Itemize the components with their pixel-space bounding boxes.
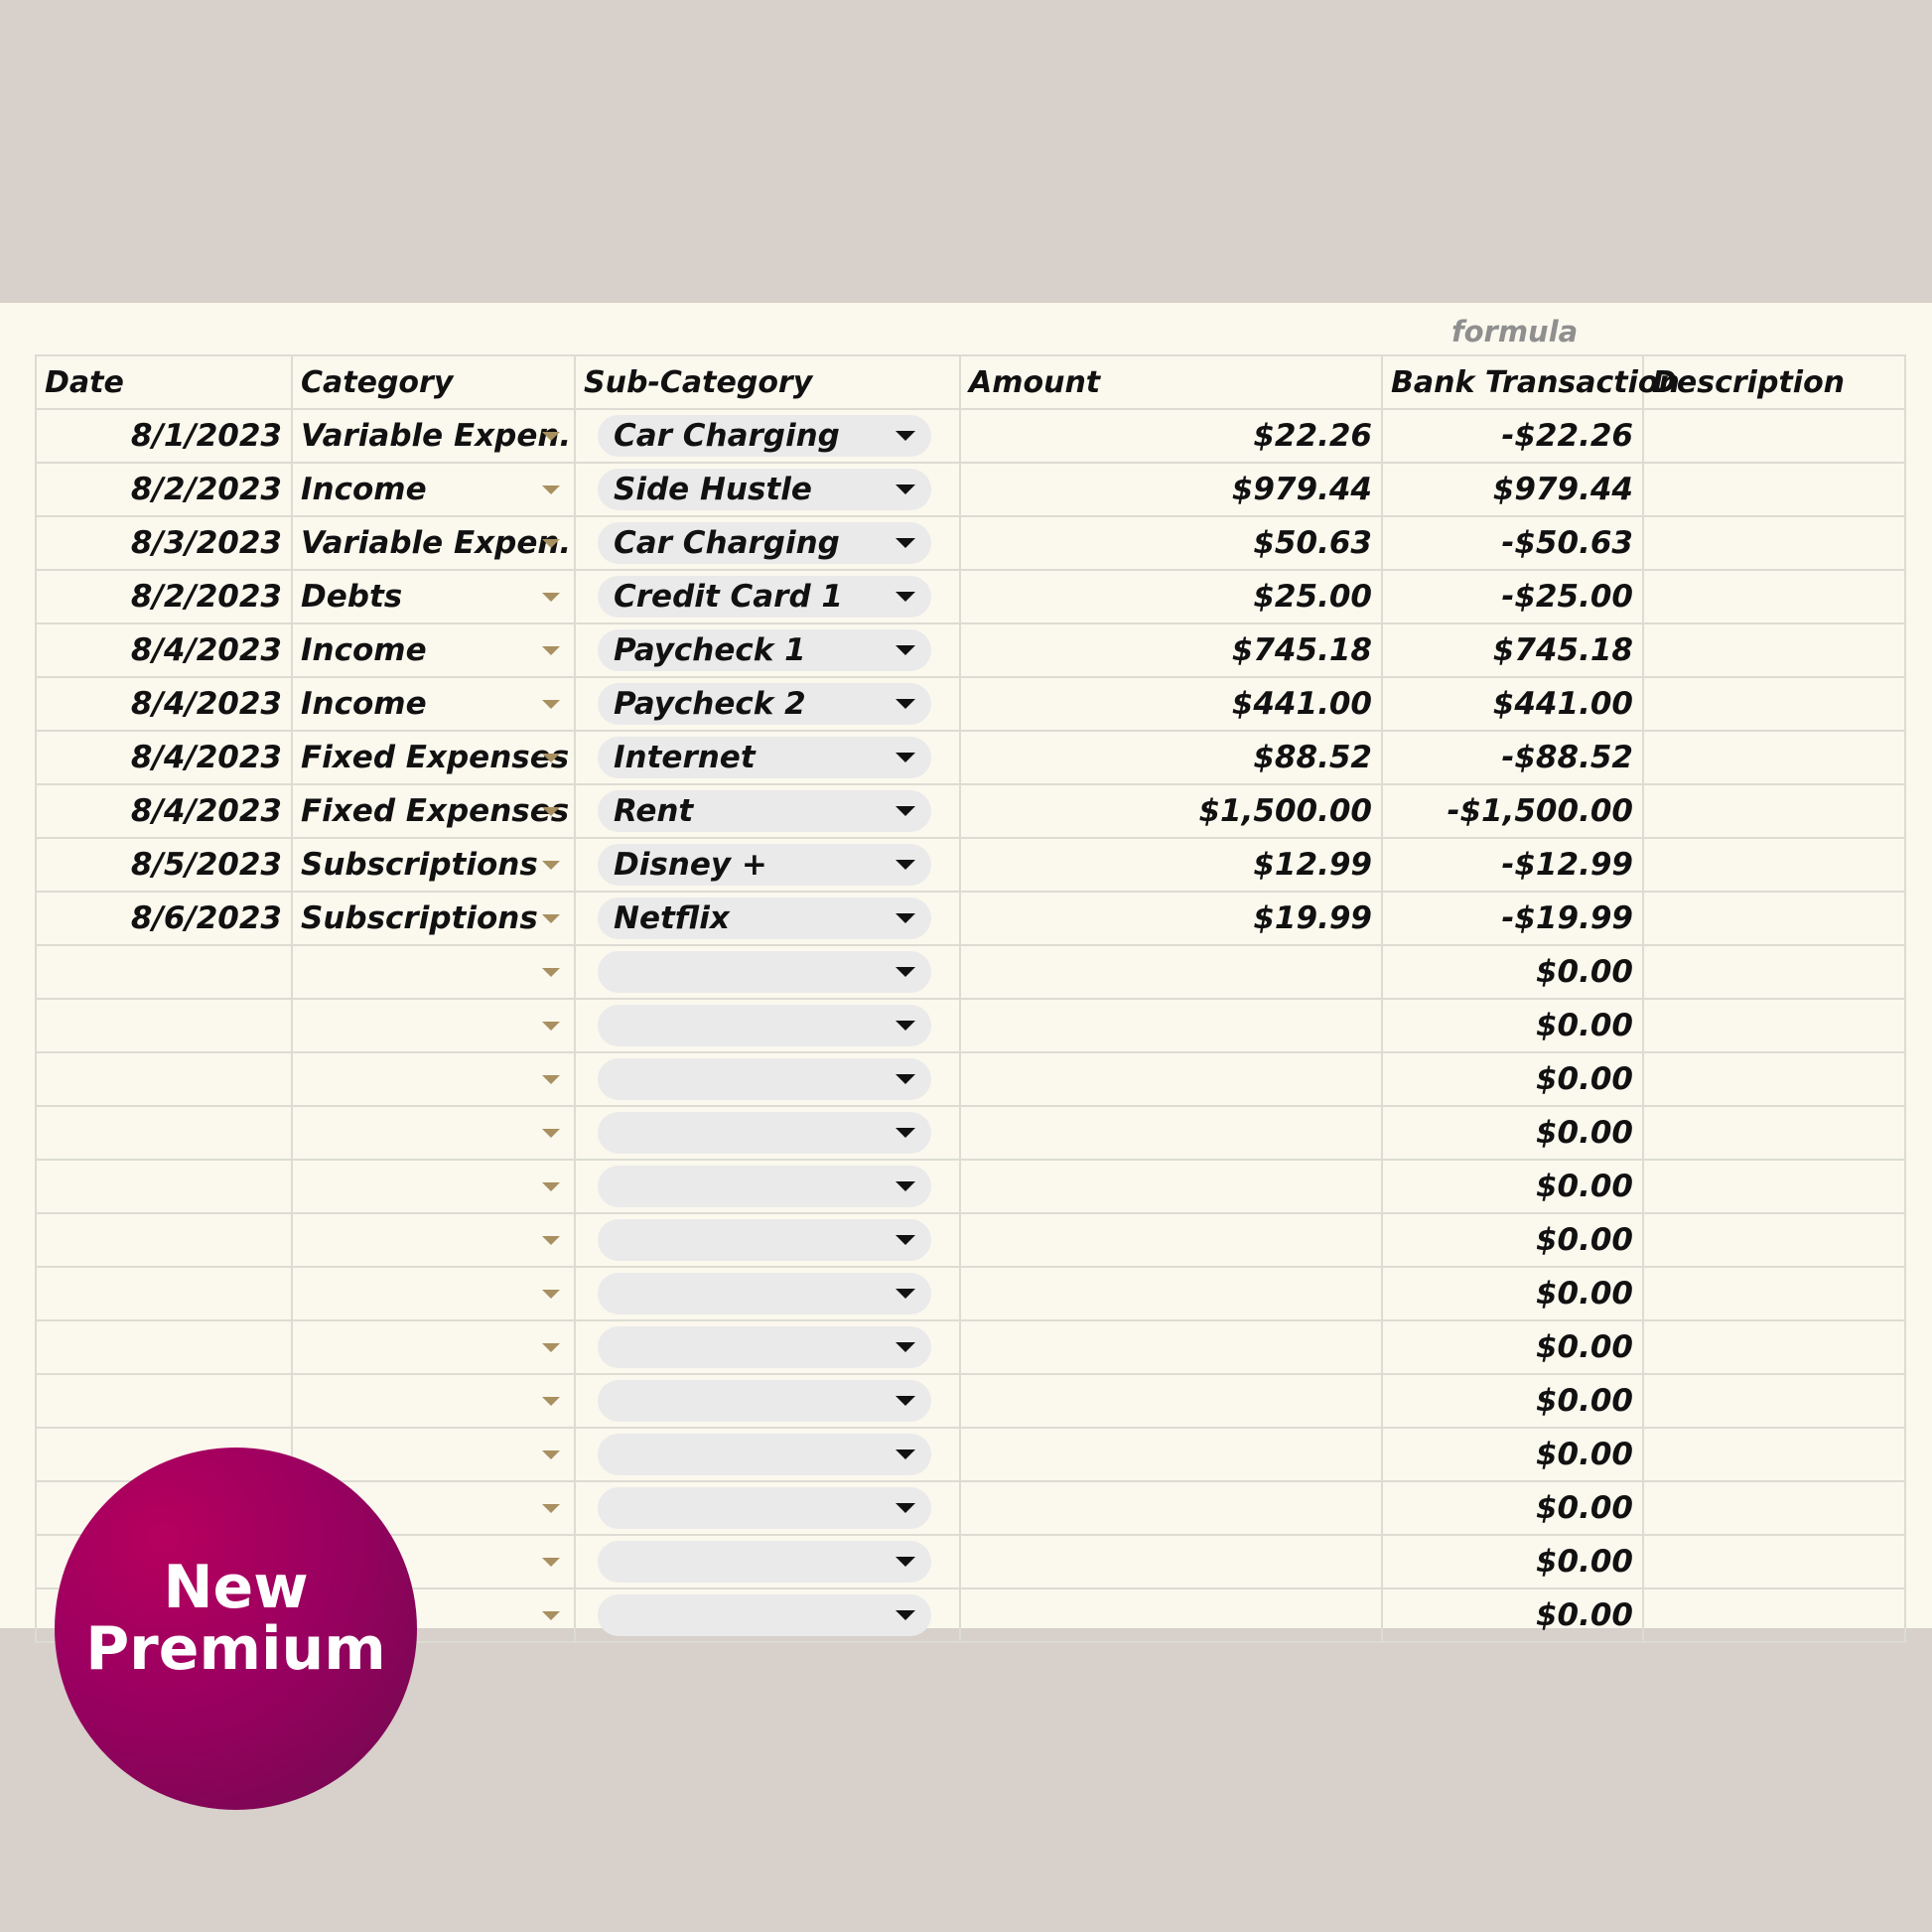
dropdown-arrow-icon[interactable] xyxy=(542,1129,560,1138)
date-cell[interactable] xyxy=(37,1107,293,1161)
category-dropdown[interactable] xyxy=(293,1214,576,1268)
amount-cell[interactable]: $979.44 xyxy=(961,464,1383,517)
amount-cell[interactable]: $50.63 xyxy=(961,517,1383,571)
category-dropdown[interactable] xyxy=(293,1375,576,1429)
date-cell[interactable] xyxy=(37,1161,293,1214)
dropdown-arrow-icon[interactable] xyxy=(896,753,915,762)
sub-category-dropdown[interactable] xyxy=(598,844,931,886)
amount-cell[interactable] xyxy=(961,1375,1383,1429)
description-cell[interactable] xyxy=(1644,839,1906,893)
bank-transaction-cell[interactable]: -$50.63 xyxy=(1383,517,1644,571)
description-cell[interactable] xyxy=(1644,946,1906,1000)
category-dropdown[interactable] xyxy=(293,1000,576,1053)
sub-category-dropdown[interactable] xyxy=(598,737,931,778)
header-description[interactable]: Description xyxy=(1644,356,1906,410)
sub-category-value: Side Hustle xyxy=(614,472,812,507)
sub-category-cell xyxy=(576,839,961,893)
dropdown-arrow-icon[interactable] xyxy=(896,1074,915,1084)
description-cell[interactable] xyxy=(1644,1161,1906,1214)
sub-category-dropdown[interactable] xyxy=(598,897,931,939)
description-cell[interactable] xyxy=(1644,893,1906,946)
amount-cell[interactable]: $745.18 xyxy=(961,624,1383,678)
bank-transaction-cell[interactable]: $0.00 xyxy=(1383,1536,1644,1589)
dropdown-arrow-icon[interactable] xyxy=(896,592,915,602)
date-cell[interactable]: 8/4/2023 xyxy=(37,732,293,785)
dropdown-arrow-icon[interactable] xyxy=(896,1021,915,1031)
sub-category-cell xyxy=(576,1375,961,1429)
amount-cell[interactable]: $441.00 xyxy=(961,678,1383,732)
dropdown-arrow-icon[interactable] xyxy=(542,1450,560,1459)
date-cell[interactable] xyxy=(37,1214,293,1268)
dropdown-arrow-icon[interactable] xyxy=(896,1610,915,1620)
description-cell[interactable] xyxy=(1644,1214,1906,1268)
sub-category-cell xyxy=(576,624,961,678)
bank-transaction-cell[interactable]: -$19.99 xyxy=(1383,893,1644,946)
category-value: Debts xyxy=(301,579,403,615)
sub-category-dropdown[interactable] xyxy=(598,469,931,510)
category-dropdown[interactable] xyxy=(293,946,576,1000)
category-dropdown[interactable] xyxy=(293,1321,576,1375)
dropdown-arrow-icon[interactable] xyxy=(896,1289,915,1299)
sub-category-dropdown[interactable] xyxy=(598,522,931,564)
bank-transaction-cell[interactable]: $0.00 xyxy=(1383,946,1644,1000)
category-value: Fixed Expenses xyxy=(301,740,570,775)
sub-category-cell xyxy=(576,1000,961,1053)
date-cell[interactable] xyxy=(37,1000,293,1053)
bank-transaction-cell[interactable]: -$1,500.00 xyxy=(1383,785,1644,839)
sub-category-cell xyxy=(576,1107,961,1161)
dropdown-arrow-icon[interactable] xyxy=(896,913,915,923)
dropdown-arrow-icon[interactable] xyxy=(896,1128,915,1138)
sub-category-value: Disney + xyxy=(614,847,767,883)
category-dropdown[interactable] xyxy=(293,1429,576,1482)
sub-category-cell xyxy=(576,1214,961,1268)
description-cell[interactable] xyxy=(1644,624,1906,678)
category-dropdown[interactable] xyxy=(293,464,576,517)
sub-category-dropdown[interactable] xyxy=(598,951,931,993)
dropdown-arrow-icon[interactable] xyxy=(542,593,560,602)
dropdown-arrow-icon[interactable] xyxy=(896,860,915,870)
dropdown-arrow-icon[interactable] xyxy=(542,1611,560,1620)
sub-category-cell xyxy=(576,785,961,839)
amount-cell[interactable] xyxy=(961,1536,1383,1589)
dropdown-arrow-icon[interactable] xyxy=(542,968,560,977)
dropdown-arrow-icon[interactable] xyxy=(896,1557,915,1567)
amount-cell[interactable] xyxy=(961,1214,1383,1268)
amount-cell[interactable] xyxy=(961,1000,1383,1053)
header-date[interactable]: Date xyxy=(37,356,293,410)
bank-transaction-cell[interactable]: $441.00 xyxy=(1383,678,1644,732)
amount-cell[interactable] xyxy=(961,1589,1383,1643)
bank-transaction-cell[interactable]: $979.44 xyxy=(1383,464,1644,517)
sub-category-dropdown[interactable] xyxy=(598,1058,931,1100)
dropdown-arrow-icon[interactable] xyxy=(896,1342,915,1352)
sub-category-cell xyxy=(576,464,961,517)
category-dropdown[interactable] xyxy=(293,1053,576,1107)
bank-transaction-cell[interactable]: $0.00 xyxy=(1383,1000,1644,1053)
sub-category-cell xyxy=(576,410,961,464)
amount-cell[interactable]: $1,500.00 xyxy=(961,785,1383,839)
bank-transaction-cell[interactable]: $0.00 xyxy=(1383,1107,1644,1161)
sub-category-dropdown[interactable] xyxy=(598,1273,931,1314)
sub-category-dropdown[interactable] xyxy=(598,683,931,725)
sub-category-dropdown[interactable] xyxy=(598,1434,931,1475)
bank-transaction-cell[interactable]: -$22.26 xyxy=(1383,410,1644,464)
badge-line-premium: Premium xyxy=(85,1613,386,1684)
date-cell[interactable]: 8/3/2023 xyxy=(37,517,293,571)
description-cell[interactable] xyxy=(1644,1482,1906,1536)
amount-cell[interactable]: $12.99 xyxy=(961,839,1383,893)
header-amount[interactable]: Amount xyxy=(961,356,1383,410)
sub-category-value: Credit Card 1 xyxy=(614,579,844,615)
date-cell[interactable]: 8/5/2023 xyxy=(37,839,293,893)
sub-category-cell xyxy=(576,517,961,571)
sub-category-dropdown[interactable] xyxy=(598,1380,931,1422)
sub-category-cell xyxy=(576,1429,961,1482)
sub-category-value: Car Charging xyxy=(614,525,840,561)
bank-transaction-cell[interactable]: $0.00 xyxy=(1383,1482,1644,1536)
bank-transaction-cell[interactable]: $0.00 xyxy=(1383,1161,1644,1214)
category-value: Income xyxy=(301,632,427,668)
description-cell[interactable] xyxy=(1644,678,1906,732)
dropdown-arrow-icon[interactable] xyxy=(896,431,915,441)
sub-category-value: Car Charging xyxy=(614,418,840,454)
dropdown-arrow-icon[interactable] xyxy=(896,967,915,977)
transactions-table xyxy=(35,354,1906,1643)
description-cell[interactable] xyxy=(1644,464,1906,517)
amount-cell[interactable] xyxy=(961,1321,1383,1375)
category-value: Income xyxy=(301,686,427,722)
category-dropdown[interactable] xyxy=(293,410,576,464)
bank-transaction-cell[interactable]: $745.18 xyxy=(1383,624,1644,678)
dropdown-arrow-icon[interactable] xyxy=(896,1503,915,1513)
bank-transaction-cell[interactable]: -$25.00 xyxy=(1383,571,1644,624)
dropdown-arrow-icon[interactable] xyxy=(542,432,560,441)
dropdown-arrow-icon[interactable] xyxy=(542,1075,560,1084)
description-cell[interactable] xyxy=(1644,732,1906,785)
sub-category-cell xyxy=(576,1161,961,1214)
amount-cell[interactable]: $25.00 xyxy=(961,571,1383,624)
amount-cell[interactable]: $19.99 xyxy=(961,893,1383,946)
dropdown-arrow-icon[interactable] xyxy=(896,1181,915,1191)
new-premium-badge xyxy=(55,1448,417,1810)
date-cell[interactable]: 8/6/2023 xyxy=(37,893,293,946)
sub-category-dropdown[interactable] xyxy=(598,1166,931,1207)
dropdown-arrow-icon[interactable] xyxy=(896,645,915,655)
date-cell[interactable]: 8/2/2023 xyxy=(37,571,293,624)
dropdown-arrow-icon[interactable] xyxy=(896,699,915,709)
sub-category-cell xyxy=(576,1536,961,1589)
dropdown-arrow-icon[interactable] xyxy=(896,538,915,548)
header-category[interactable]: Category xyxy=(293,356,576,410)
sub-category-cell xyxy=(576,1589,961,1643)
sub-category-dropdown[interactable] xyxy=(598,1219,931,1261)
category-dropdown[interactable] xyxy=(293,1107,576,1161)
dropdown-arrow-icon[interactable] xyxy=(896,806,915,816)
date-cell[interactable]: 8/2/2023 xyxy=(37,464,293,517)
sub-category-cell xyxy=(576,1482,961,1536)
spreadsheet-sheet xyxy=(0,303,1932,1633)
description-cell[interactable] xyxy=(1644,1589,1906,1643)
category-dropdown[interactable] xyxy=(293,1268,576,1321)
sub-category-dropdown[interactable] xyxy=(598,1594,931,1636)
amount-cell[interactable] xyxy=(961,1053,1383,1107)
sub-category-cell xyxy=(576,1321,961,1375)
bank-transaction-cell[interactable]: $0.00 xyxy=(1383,1268,1644,1321)
bank-transaction-cell[interactable]: $0.00 xyxy=(1383,1375,1644,1429)
sub-category-value: Rent xyxy=(614,793,694,829)
category-value: Income xyxy=(301,472,427,507)
formula-note: formula xyxy=(1451,315,1579,348)
amount-cell[interactable] xyxy=(961,1429,1383,1482)
bank-transaction-cell[interactable]: -$12.99 xyxy=(1383,839,1644,893)
sub-category-cell xyxy=(576,732,961,785)
sub-category-cell xyxy=(576,571,961,624)
header-sub-category[interactable]: Sub-Category xyxy=(576,356,961,410)
description-cell[interactable] xyxy=(1644,1375,1906,1429)
date-cell[interactable]: 8/4/2023 xyxy=(37,624,293,678)
sub-category-dropdown[interactable] xyxy=(598,790,931,832)
dropdown-arrow-icon[interactable] xyxy=(542,1397,560,1406)
sub-category-dropdown[interactable] xyxy=(598,1541,931,1583)
sub-category-cell xyxy=(576,1268,961,1321)
dropdown-arrow-icon[interactable] xyxy=(542,914,560,923)
bank-transaction-cell[interactable]: $0.00 xyxy=(1383,1321,1644,1375)
bank-transaction-cell[interactable]: $0.00 xyxy=(1383,1589,1644,1643)
dropdown-arrow-icon[interactable] xyxy=(542,807,560,816)
dropdown-arrow-icon[interactable] xyxy=(542,861,560,870)
sub-category-dropdown[interactable] xyxy=(598,1487,931,1529)
dropdown-arrow-icon[interactable] xyxy=(542,539,560,548)
bank-transaction-cell[interactable]: -$88.52 xyxy=(1383,732,1644,785)
dropdown-arrow-icon[interactable] xyxy=(542,1343,560,1352)
dropdown-arrow-icon[interactable] xyxy=(542,1558,560,1567)
category-dropdown[interactable] xyxy=(293,517,576,571)
date-cell[interactable]: 8/4/2023 xyxy=(37,678,293,732)
description-cell[interactable] xyxy=(1644,1536,1906,1589)
sub-category-cell xyxy=(576,678,961,732)
dropdown-arrow-icon[interactable] xyxy=(896,1396,915,1406)
category-value: Fixed Expenses xyxy=(301,793,570,829)
header-bank-transaction[interactable]: Bank Transaction xyxy=(1383,356,1644,410)
dropdown-arrow-icon[interactable] xyxy=(542,485,560,494)
sub-category-dropdown[interactable] xyxy=(598,576,931,618)
amount-cell[interactable] xyxy=(961,1107,1383,1161)
dropdown-arrow-icon[interactable] xyxy=(542,754,560,762)
category-value: Subscriptions xyxy=(301,847,538,883)
sub-category-value: Paycheck 2 xyxy=(614,686,806,722)
category-dropdown[interactable] xyxy=(293,732,576,785)
date-cell[interactable] xyxy=(37,1375,293,1429)
sub-category-dropdown[interactable] xyxy=(598,1112,931,1154)
sub-category-cell xyxy=(576,1053,961,1107)
dropdown-arrow-icon[interactable] xyxy=(542,1290,560,1299)
sub-category-value: Netflix xyxy=(614,900,730,936)
sub-category-value: Internet xyxy=(614,740,756,775)
dropdown-arrow-icon[interactable] xyxy=(896,484,915,494)
description-cell[interactable] xyxy=(1644,1000,1906,1053)
dropdown-arrow-icon[interactable] xyxy=(542,1022,560,1031)
category-value: Variable Expen. xyxy=(301,525,572,561)
category-dropdown[interactable] xyxy=(293,624,576,678)
dropdown-arrow-icon[interactable] xyxy=(896,1235,915,1245)
dropdown-arrow-icon[interactable] xyxy=(542,700,560,709)
date-cell[interactable] xyxy=(37,946,293,1000)
description-cell[interactable] xyxy=(1644,517,1906,571)
category-dropdown[interactable] xyxy=(293,893,576,946)
description-cell[interactable] xyxy=(1644,1268,1906,1321)
category-value: Subscriptions xyxy=(301,900,538,936)
dropdown-arrow-icon[interactable] xyxy=(542,1182,560,1191)
dropdown-arrow-icon[interactable] xyxy=(542,646,560,655)
date-cell[interactable]: 8/1/2023 xyxy=(37,410,293,464)
description-cell[interactable] xyxy=(1644,1107,1906,1161)
category-dropdown[interactable] xyxy=(293,678,576,732)
sub-category-dropdown[interactable] xyxy=(598,629,931,671)
category-value: Variable Expen. xyxy=(301,418,572,454)
dropdown-arrow-icon[interactable] xyxy=(542,1236,560,1245)
description-cell[interactable] xyxy=(1644,571,1906,624)
amount-cell[interactable] xyxy=(961,1161,1383,1214)
description-cell[interactable] xyxy=(1644,1429,1906,1482)
badge-line-new: New xyxy=(163,1553,309,1623)
amount-cell[interactable] xyxy=(961,946,1383,1000)
category-dropdown[interactable] xyxy=(293,1161,576,1214)
date-cell[interactable] xyxy=(37,1321,293,1375)
bank-transaction-cell[interactable]: $0.00 xyxy=(1383,1429,1644,1482)
dropdown-arrow-icon[interactable] xyxy=(542,1504,560,1513)
dropdown-arrow-icon[interactable] xyxy=(896,1449,915,1459)
category-dropdown[interactable] xyxy=(293,839,576,893)
amount-cell[interactable]: $88.52 xyxy=(961,732,1383,785)
category-dropdown[interactable] xyxy=(293,571,576,624)
bank-transaction-cell[interactable]: $0.00 xyxy=(1383,1053,1644,1107)
description-cell[interactable] xyxy=(1644,1321,1906,1375)
date-cell[interactable] xyxy=(37,1053,293,1107)
sub-category-cell xyxy=(576,893,961,946)
date-cell[interactable] xyxy=(37,1268,293,1321)
description-cell[interactable] xyxy=(1644,1053,1906,1107)
category-dropdown[interactable] xyxy=(293,785,576,839)
description-cell[interactable] xyxy=(1644,785,1906,839)
sub-category-dropdown[interactable] xyxy=(598,415,931,457)
sub-category-dropdown[interactable] xyxy=(598,1005,931,1046)
date-cell[interactable]: 8/4/2023 xyxy=(37,785,293,839)
sub-category-value: Paycheck 1 xyxy=(614,632,806,668)
amount-cell[interactable] xyxy=(961,1268,1383,1321)
bank-transaction-cell[interactable]: $0.00 xyxy=(1383,1214,1644,1268)
sub-category-cell xyxy=(576,946,961,1000)
amount-cell[interactable] xyxy=(961,1482,1383,1536)
description-cell[interactable] xyxy=(1644,410,1906,464)
amount-cell[interactable]: $22.26 xyxy=(961,410,1383,464)
sub-category-dropdown[interactable] xyxy=(598,1326,931,1368)
